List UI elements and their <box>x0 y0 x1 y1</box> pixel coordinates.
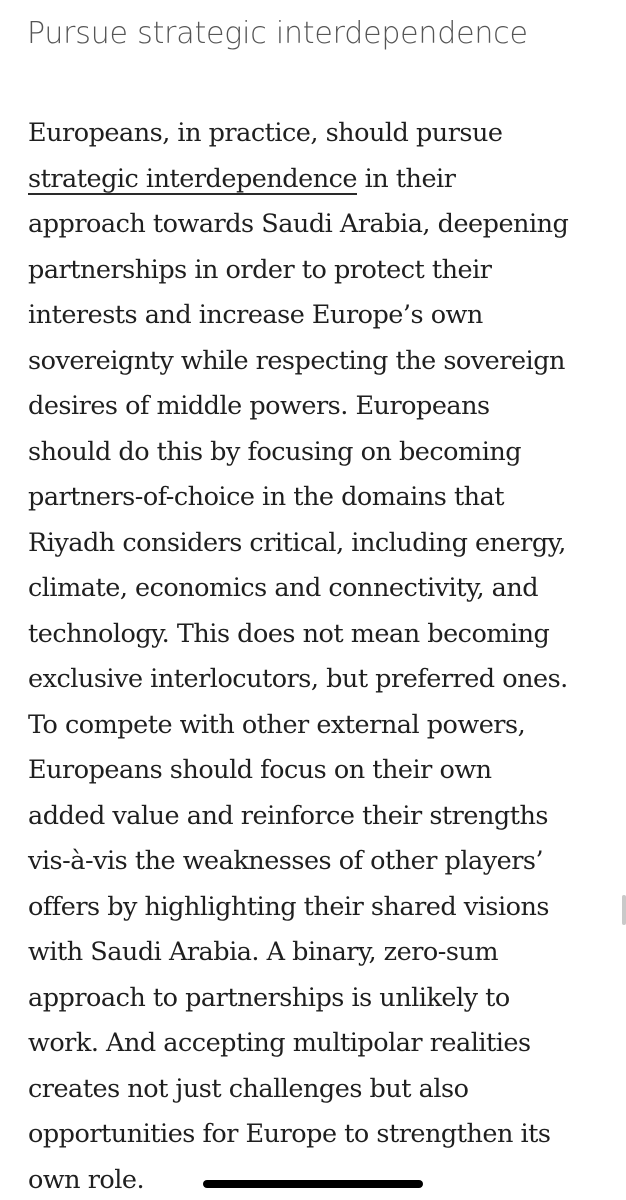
paragraph-line: technology. This does not mean becoming <box>28 618 550 649</box>
paragraph-line: opportunities for Europe to strengthen its <box>28 1119 551 1149</box>
paragraph-line: Europeans should focus on their own <box>28 755 492 785</box>
home-indicator-bar[interactable] <box>203 1180 423 1188</box>
paragraph-line: should do this by focusing on becoming <box>28 436 522 467</box>
paragraph-line: exclusive interlocutors, but preferred ones. <box>28 664 568 694</box>
paragraph-line: with Saudi Arabia. A binary, zero-sum <box>28 937 499 967</box>
paragraph-line: approach towards Saudi Arabia, deepening <box>28 209 569 239</box>
paragraph-line: vis-à-vis the weaknesses of other players’ <box>28 846 544 876</box>
paragraph-line: partnerships in order to protect their <box>28 254 492 285</box>
paragraph-line: creates not just challenges but also <box>28 1073 469 1104</box>
strategic-interdependence-link[interactable]: strategic interdependence <box>28 163 357 194</box>
paragraph-line: climate, economics and connectivity, and <box>28 573 539 603</box>
paragraph-line: approach to partnerships is unlikely to <box>28 982 510 1013</box>
paragraph-line: interests and increase Europe’s own <box>28 300 483 330</box>
paragraph-line: work. And accepting multipolar realities <box>28 1028 531 1058</box>
paragraph-line: Riyadh considers critical, including energy, <box>28 527 566 558</box>
paragraph-line: offers by highlighting their shared visions <box>28 891 549 922</box>
paragraph-line: desires of middle powers. Europeans <box>28 391 490 421</box>
paragraph-line: added value and reinforce their strengths <box>28 800 548 831</box>
paragraph-line-with-link <box>28 157 620 203</box>
paragraph-line: Europeans, in practice, should pursue <box>28 118 503 148</box>
paragraph-line: partners-of-choice in the domains that <box>28 482 505 512</box>
paragraph-line-trailing-text: in their <box>357 163 456 194</box>
paragraph-line: To compete with other external powers, <box>28 709 526 740</box>
section-heading: Pursue strategic interdependence <box>27 16 528 51</box>
scrollbar-thumb[interactable] <box>622 895 626 925</box>
paragraph-line: sovereignty while respecting the sovereign <box>28 345 565 376</box>
paragraph-line: own role. <box>28 1164 145 1195</box>
article-paragraph <box>28 111 620 1200</box>
